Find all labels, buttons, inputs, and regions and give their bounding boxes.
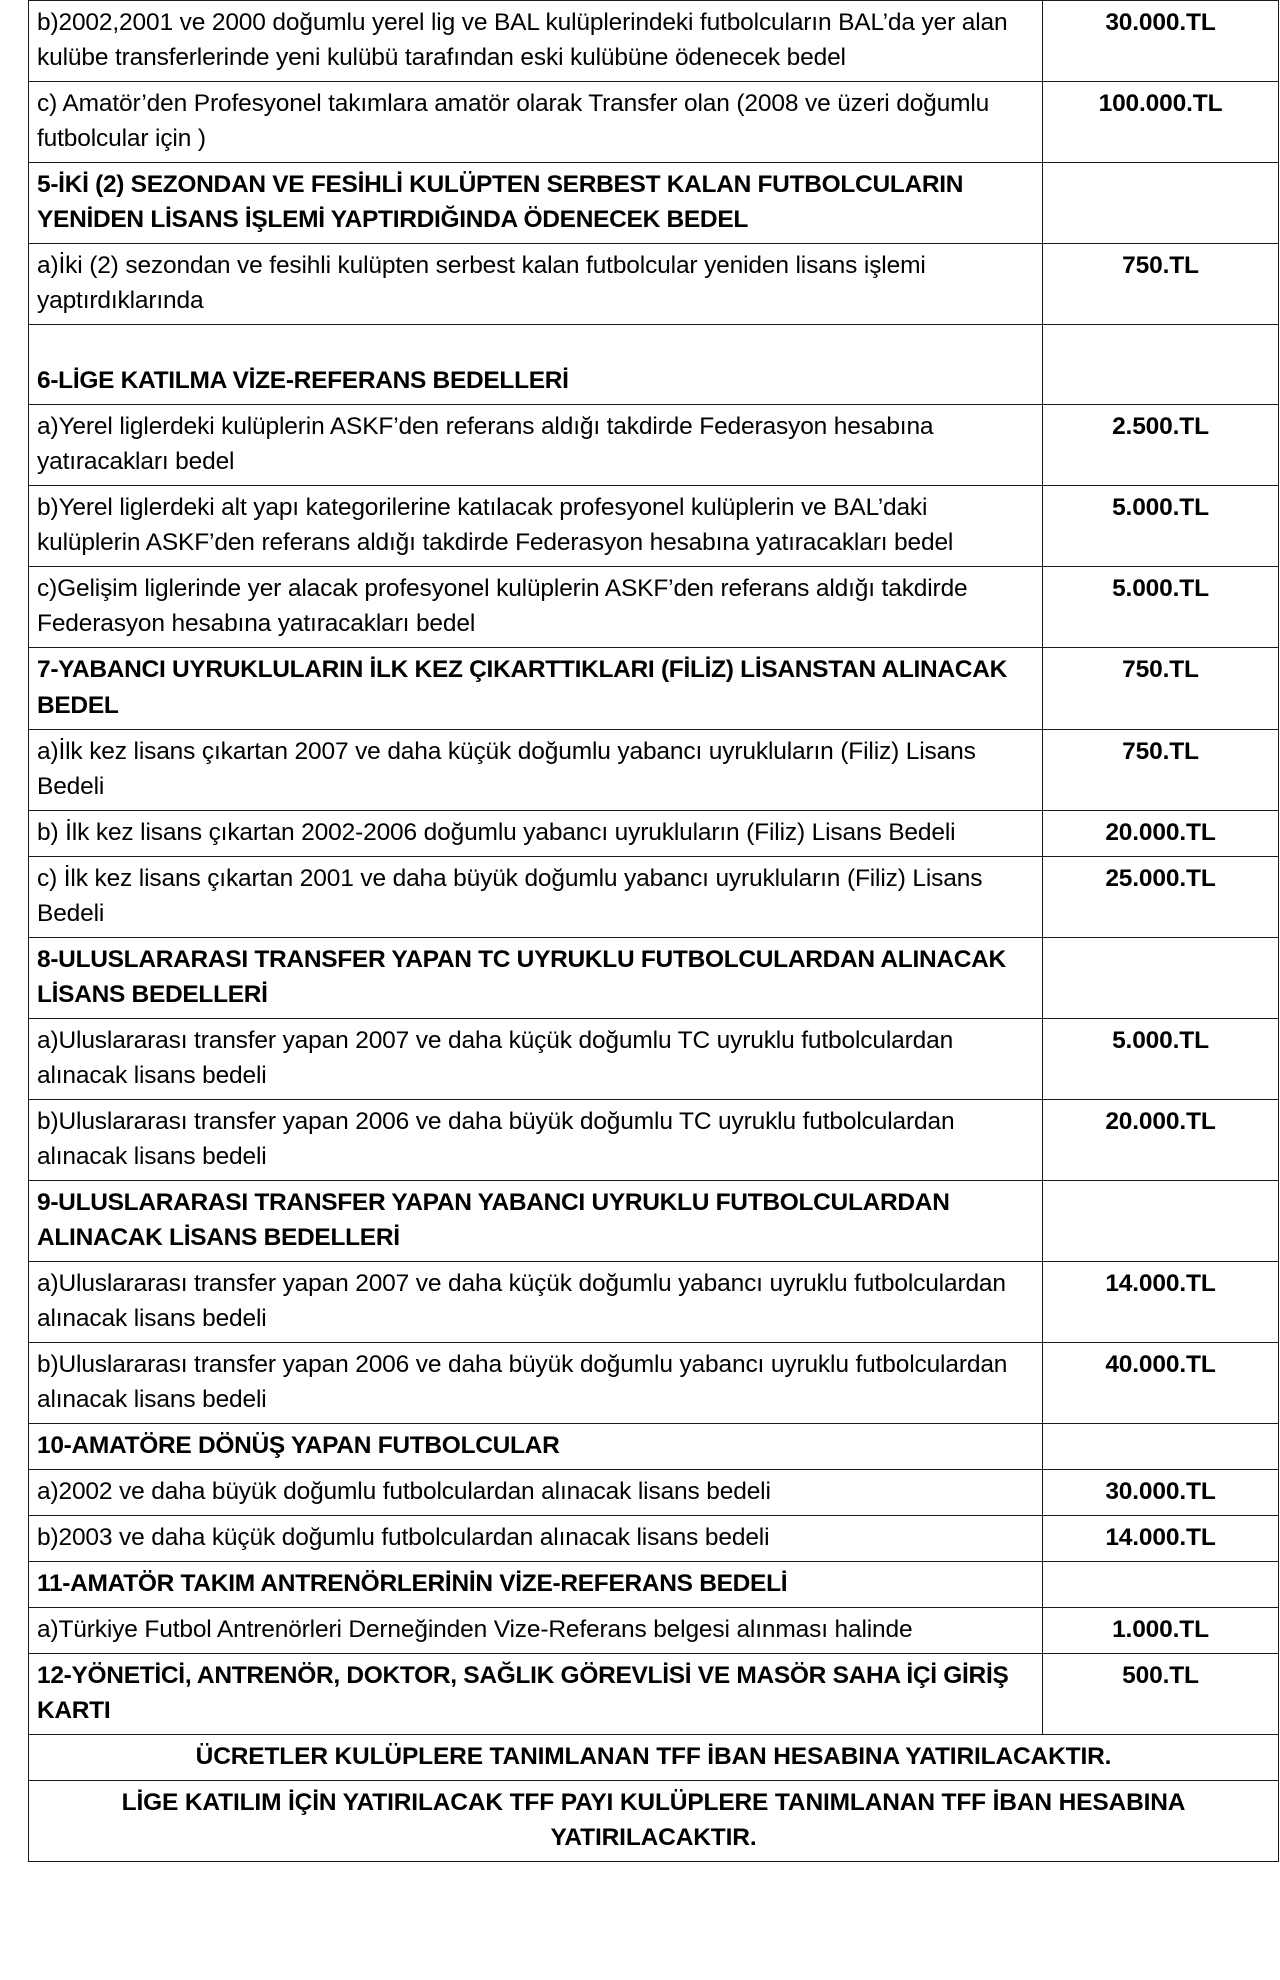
row-price: 750.TL xyxy=(1043,648,1279,729)
row-description: b)2002,2001 ve 2000 doğumlu yerel lig ve BAL kulüplerindeki futbolcuların BAL’da yer alan kulübe transferlerinde yeni kulübü tarafından eski kulübüne ödenecek bedel xyxy=(29,1,1043,82)
table-row xyxy=(29,1261,1279,1342)
table-row xyxy=(29,567,1279,648)
table-row xyxy=(29,82,1279,163)
row-description: b)2003 ve daha küçük doğumlu futbolculardan alınacak lisans bedeli xyxy=(29,1516,1043,1562)
row-description: c) İlk kez lisans çıkartan 2001 ve daha büyük doğumlu yabancı uyrukluların (Filiz) Lisans Bedeli xyxy=(29,856,1043,937)
table-row-section xyxy=(29,1654,1279,1735)
row-description: b)Uluslararası transfer yapan 2006 ve daha büyük doğumlu yabancı uyruklu futbolculardan alınacak lisans bedeli xyxy=(29,1343,1043,1424)
row-price: 20.000.TL xyxy=(1043,1099,1279,1180)
table-row-section xyxy=(29,325,1279,405)
row-price: 100.000.TL xyxy=(1043,82,1279,163)
row-description: a)Türkiye Futbol Antrenörleri Derneğinden Vize-Referans belgesi alınması halinde xyxy=(29,1608,1043,1654)
row-price: 750.TL xyxy=(1043,244,1279,325)
footer-note: ÜCRETLER KULÜPLERE TANIMLANAN TFF İBAN HESABINA YATIRILACAKTIR. xyxy=(29,1735,1279,1781)
table-row-footer-note xyxy=(29,1781,1279,1862)
row-price xyxy=(1043,1562,1279,1608)
page-bottom-margin xyxy=(28,1862,1280,1980)
fee-table xyxy=(28,0,1279,1862)
row-description: c)Gelişim liglerinde yer alacak profesyonel kulüplerin ASKF’den referans aldığı takdirde Federasyon hesabına yatıracakları bedel xyxy=(29,567,1043,648)
table-row xyxy=(29,1608,1279,1654)
table-row xyxy=(29,1,1279,82)
section-heading: 12-YÖNETİCİ, ANTRENÖR, DOKTOR, SAĞLIK GÖREVLİSİ VE MASÖR SAHA İÇİ GİRİŞ KARTI xyxy=(29,1654,1043,1735)
table-row xyxy=(29,856,1279,937)
section-heading: 9-ULUSLARARASI TRANSFER YAPAN YABANCI UYRUKLU FUTBOLCULARDAN ALINACAK LİSANS BEDELLERİ xyxy=(29,1180,1043,1261)
table-row-section xyxy=(29,648,1279,729)
row-price xyxy=(1043,163,1279,244)
row-description: a)Uluslararası transfer yapan 2007 ve daha küçük doğumlu TC uyruklu futbolculardan alınacak lisans bedeli xyxy=(29,1018,1043,1099)
fee-table-body xyxy=(29,1,1279,1862)
section-heading-cell xyxy=(29,325,1043,405)
table-row xyxy=(29,1470,1279,1516)
table-row xyxy=(29,405,1279,486)
row-price: 2.500.TL xyxy=(1043,405,1279,486)
row-price xyxy=(1043,325,1279,405)
row-price: 40.000.TL xyxy=(1043,1343,1279,1424)
row-price: 20.000.TL xyxy=(1043,810,1279,856)
row-price: 30.000.TL xyxy=(1043,1,1279,82)
table-row-section xyxy=(29,937,1279,1018)
row-price xyxy=(1043,1424,1279,1470)
table-row xyxy=(29,1516,1279,1562)
row-price xyxy=(1043,1180,1279,1261)
row-description: b)Yerel liglerdeki alt yapı kategorilerine katılacak profesyonel kulüplerin ve BAL’daki kulüplerin ASKF’den referans aldığı takdirde Federasyon hesabına yatıracakları bedel xyxy=(29,486,1043,567)
row-price: 500.TL xyxy=(1043,1654,1279,1735)
table-row-section xyxy=(29,1180,1279,1261)
row-price: 5.000.TL xyxy=(1043,567,1279,648)
row-price: 1.000.TL xyxy=(1043,1608,1279,1654)
row-price: 14.000.TL xyxy=(1043,1516,1279,1562)
table-row-section xyxy=(29,1424,1279,1470)
row-price: 14.000.TL xyxy=(1043,1261,1279,1342)
table-row-section xyxy=(29,163,1279,244)
section-heading: 5-İKİ (2) SEZONDAN VE FESİHLİ KULÜPTEN SERBEST KALAN FUTBOLCULARIN YENİDEN LİSANS İŞLEMİ YAPTIRDIĞINDA ÖDENECEK BEDEL xyxy=(29,163,1043,244)
table-row xyxy=(29,486,1279,567)
table-row xyxy=(29,729,1279,810)
row-description: a)İlk kez lisans çıkartan 2007 ve daha küçük doğumlu yabancı uyrukluların (Filiz) Lisans Bedeli xyxy=(29,729,1043,810)
table-row xyxy=(29,1343,1279,1424)
table-row xyxy=(29,244,1279,325)
section-heading: 10-AMATÖRE DÖNÜŞ YAPAN FUTBOLCULAR xyxy=(29,1424,1043,1470)
row-description: a)Uluslararası transfer yapan 2007 ve daha küçük doğumlu yabancı uyruklu futbolculardan alınacak lisans bedeli xyxy=(29,1261,1043,1342)
section-heading: 8-ULUSLARARASI TRANSFER YAPAN TC UYRUKLU FUTBOLCULARDAN ALINACAK LİSANS BEDELLERİ xyxy=(29,937,1043,1018)
row-price: 30.000.TL xyxy=(1043,1470,1279,1516)
section-heading: 6-LİGE KATILMA VİZE-REFERANS BEDELLERİ xyxy=(37,367,569,395)
section-heading: 11-AMATÖR TAKIM ANTRENÖRLERİNİN VİZE-REFERANS BEDELİ xyxy=(29,1562,1043,1608)
blank-spacer-line xyxy=(37,329,1034,363)
row-price: 750.TL xyxy=(1043,729,1279,810)
row-description: a)2002 ve daha büyük doğumlu futbolculardan alınacak lisans bedeli xyxy=(29,1470,1043,1516)
table-row xyxy=(29,810,1279,856)
row-description: a)Yerel liglerdeki kulüplerin ASKF’den referans aldığı takdirde Federasyon hesabına yatıracakları bedel xyxy=(29,405,1043,486)
row-description: b)Uluslararası transfer yapan 2006 ve daha büyük doğumlu TC uyruklu futbolculardan alınacak lisans bedeli xyxy=(29,1099,1043,1180)
table-row xyxy=(29,1018,1279,1099)
footer-note: LİGE KATILIM İÇİN YATIRILACAK TFF PAYI KULÜPLERE TANIMLANAN TFF İBAN HESABINA YATIRILACAKTIR. xyxy=(29,1781,1279,1862)
row-price: 25.000.TL xyxy=(1043,856,1279,937)
table-row xyxy=(29,1099,1279,1180)
section-heading: 7-YABANCI UYRUKLULARIN İLK KEZ ÇIKARTTIKLARI (FİLİZ) LİSANSTAN ALINACAK BEDEL xyxy=(29,648,1043,729)
row-price: 5.000.TL xyxy=(1043,1018,1279,1099)
row-price xyxy=(1043,937,1279,1018)
row-price: 5.000.TL xyxy=(1043,486,1279,567)
row-description: a)İki (2) sezondan ve fesihli kulüpten serbest kalan futbolcular yeniden lisans işlemi yaptırdıklarında xyxy=(29,244,1043,325)
table-row-section xyxy=(29,1562,1279,1608)
row-description: b) İlk kez lisans çıkartan 2002-2006 doğumlu yabancı uyrukluların (Filiz) Lisans Bedeli xyxy=(29,810,1043,856)
row-description: c) Amatör’den Profesyonel takımlara amatör olarak Transfer olan (2008 ve üzeri doğumlu futbolcular için ) xyxy=(29,82,1043,163)
table-row-footer-note xyxy=(29,1735,1279,1781)
